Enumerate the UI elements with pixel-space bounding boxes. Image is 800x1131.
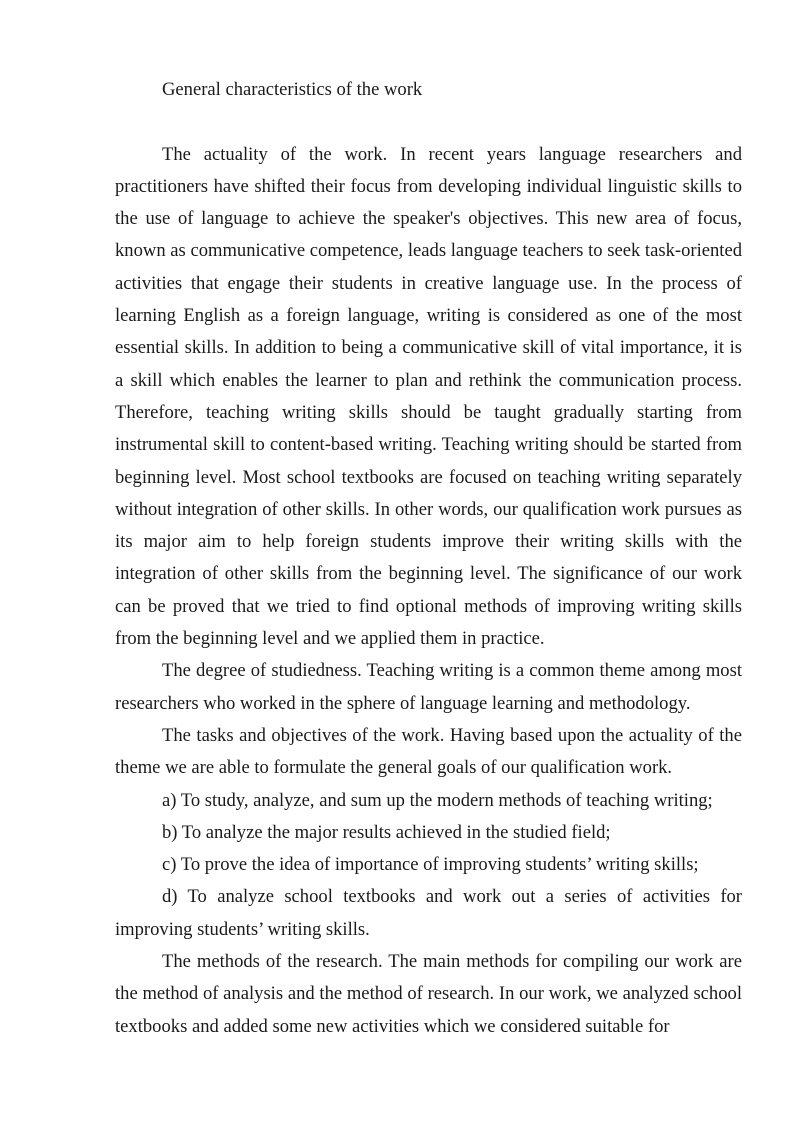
paragraph-tasks-intro: The tasks and objectives of the work. Having based upon the actuality of the theme we are able to formulate the general goals of our qualification work.	[115, 724, 742, 779]
paragraph-actuality: The actuality of the work. In recent years language researchers and practitioners have shifted their focus from developing individual linguistic skills to the use of language to achieve the speaker's objectives. This new area of focus, known as communicative competence, leads language teachers to seek task-oriented activities that engage their students in creative language use. In the process of learning English as a foreign language, writing is considered as one of the most essential skills. In addition to being a communicative skill of vital importance, it is a skill which enables the learner to plan and rethink the communication process. Therefore, teaching writing skills should be taught gradually starting from instrumental skill to content-based writing. Teaching writing should be started from beginning level. Most school textbooks are focused on teaching writing separately without integration of other skills. In other words, our qualification work pursues as its major aim to help foreign students improve their writing skills with the integration of other skills from the beginning level. The significance of our work can be proved that we tried to find optional methods of improving writing skills from the beginning level and we applied them in practice.	[115, 143, 742, 650]
paragraph-methods: The methods of the research. The main methods for compiling our work are the method of analysis and the method of research. In our work, we analyzed school textbooks and added some new activities which we considered suitable for	[115, 951, 742, 1037]
task-item-d: d) To analyze school textbooks and work out a series of activities for improving students’ writing skills.	[115, 886, 742, 940]
section-heading: General characteristics of the work	[162, 79, 423, 100]
paragraph-studiedness: The degree of studiedness. Teaching writing is a common theme among most researchers who worked in the sphere of language learning and methodology.	[115, 660, 742, 714]
spacer	[115, 106, 742, 138]
document-page	[115, 74, 742, 1043]
tasks-list	[115, 785, 742, 946]
task-item-a: a) To study, analyze, and sum up the modern methods of teaching writing;	[162, 789, 713, 811]
task-item-b: b) To analyze the major results achieved in the studied field;	[162, 821, 611, 843]
task-item-c: c) To prove the idea of importance of improving students’ writing skills;	[162, 854, 699, 876]
